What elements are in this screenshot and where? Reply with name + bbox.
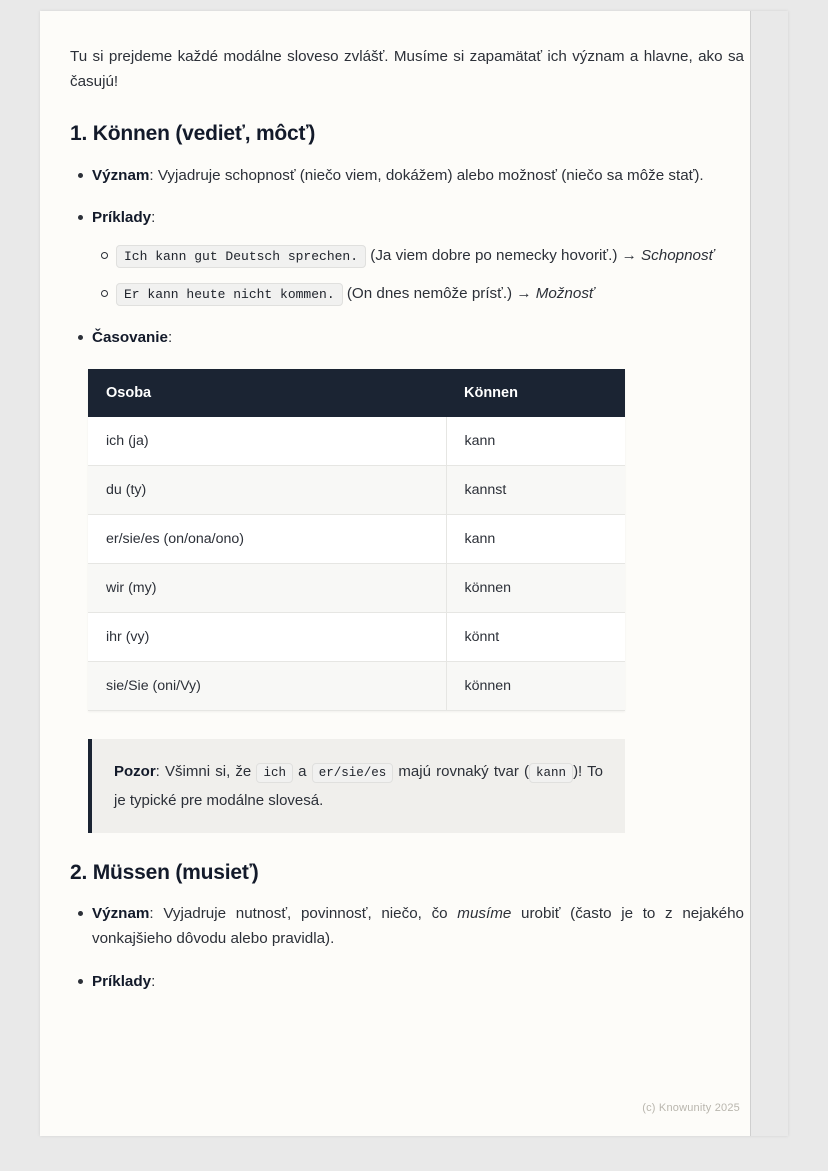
callout-text-1: : Všimni si, že (155, 762, 257, 780)
callout-text-4: )! To je typické pre modálne slovesá. (114, 762, 603, 809)
table-header-konnen: Können (446, 369, 625, 417)
table-row (88, 514, 625, 563)
table-row (88, 417, 625, 466)
section-heading-mussen: 2. Müssen (musieť) (70, 861, 259, 885)
table-row (88, 612, 625, 661)
mussen-bullet-list (70, 902, 744, 994)
document-sheet (40, 11, 788, 1136)
example-translation: (On dnes nemôže prísť.) → (346, 285, 536, 303)
table-cell-person: sie/Sie (oni/Vy) (88, 661, 446, 710)
table-row (88, 465, 625, 514)
example-item (116, 243, 744, 270)
table-cell-form: können (446, 563, 625, 612)
table-cell-person: ich (ja) (88, 417, 446, 466)
meaning-label: Význam (92, 166, 150, 184)
table-cell-form: kann (446, 417, 625, 466)
table-row (88, 563, 625, 612)
konnen-meaning-item (92, 164, 744, 189)
table-cell-form: kannst (446, 465, 625, 514)
table-cell-person: ihr (vy) (88, 612, 446, 661)
table-cell-form: können (446, 661, 625, 710)
example-tag: Možnosť (535, 285, 595, 303)
document-content (40, 11, 788, 1052)
meaning-text: : Vyjadruje schopnosť (niečo viem, dokážem) alebo možnosť (niečo sa môže stať). (149, 166, 704, 184)
mussen-examples-item (92, 970, 744, 995)
meaning-text-2: urobiť (často je to z nejakého vonkajšieho dôvodu alebo pravidla). (92, 905, 744, 948)
example-translation: (Ja viem dobre po nemecky hovoriť.) → (370, 246, 642, 264)
meaning-emphasis: musíme (457, 905, 512, 923)
conjugation-label: Časovanie (92, 328, 168, 346)
meaning-label: Význam (92, 905, 150, 923)
konnen-examples-item (92, 206, 744, 308)
table-cell-form: kann (446, 514, 625, 563)
mussen-meaning-item (92, 902, 744, 951)
callout-chip-kann: kann (529, 763, 573, 783)
table-cell-form: könnt (446, 612, 625, 661)
examples-colon: : (151, 209, 156, 227)
example-code: Ich kann gut Deutsch sprechen. (116, 245, 366, 268)
example-item (116, 281, 744, 308)
callout-label: Pozor (114, 762, 156, 780)
table-row (88, 661, 625, 710)
table-cell-person: er/sie/es (on/ona/ono) (88, 514, 446, 563)
intro-paragraph: Tu si prejdeme každé modálne sloveso zvlášť. Musíme si zapamätať ich význam a hlavne, ako sa časujú! (70, 48, 744, 90)
meaning-text-1: : Vyjadruje nutnosť, povinnosť, niečo, čo (149, 905, 458, 923)
bottom-spacer (70, 1012, 744, 1052)
table-head (88, 369, 625, 417)
table-cell-person: du (ty) (88, 465, 446, 514)
table-header-person: Osoba (88, 369, 446, 417)
callout-chip-ersiees: er/sie/es (312, 763, 394, 783)
example-tag: Schopnosť (641, 246, 714, 264)
section-heading-konnen: 1. Können (vedieť, môcť) (70, 122, 316, 146)
konnen-bullet-list (70, 164, 744, 351)
callout-chip-ich: ich (256, 763, 293, 783)
table-header-row (88, 369, 625, 417)
callout-text-2: a (292, 762, 312, 780)
copyright-footer: (c) Knowunity 2025 (642, 1102, 740, 1114)
examples-colon: : (151, 972, 156, 990)
conjugation-table (88, 369, 625, 711)
table-body (88, 417, 625, 711)
callout-text-3: majú rovnaký tvar ( (393, 762, 530, 780)
conjugation-colon: : (167, 328, 173, 346)
examples-label: Príklady (92, 972, 152, 990)
example-code: Er kann heute nicht kommen. (116, 283, 343, 306)
callout-pozor (88, 739, 625, 834)
page-gutter (750, 11, 788, 1136)
konnen-examples-sublist (92, 243, 744, 308)
table-cell-person: wir (my) (88, 563, 446, 612)
konnen-conjugation-item (92, 326, 744, 351)
examples-label: Príklady (92, 209, 152, 227)
